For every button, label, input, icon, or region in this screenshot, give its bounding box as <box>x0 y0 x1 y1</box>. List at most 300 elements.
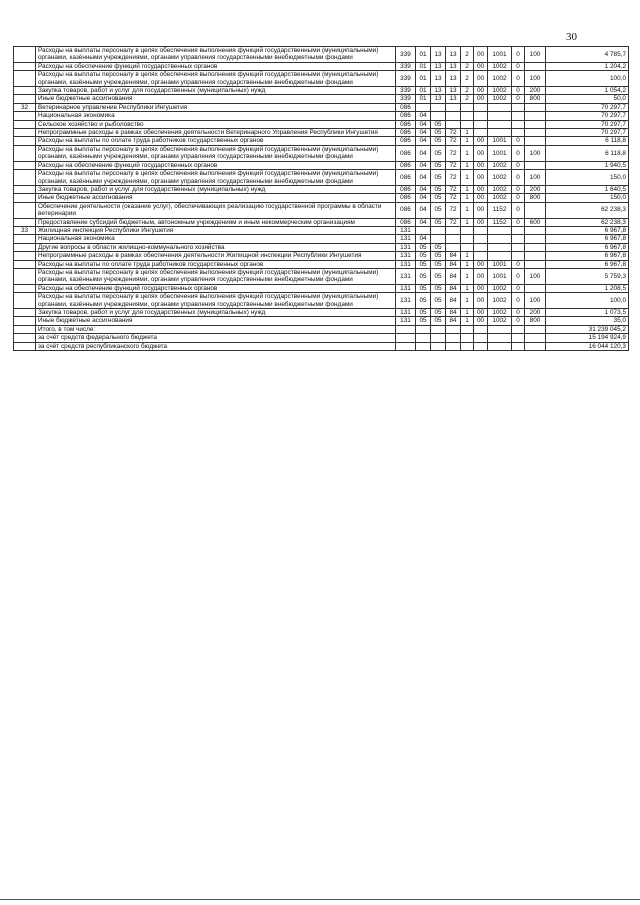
direction-code-cell: 1002 <box>488 62 512 70</box>
extra-code-cell: 0 <box>512 145 525 161</box>
item-name-cell: Иные бюджетные ассигнования <box>36 194 396 202</box>
event-code-cell <box>474 226 488 234</box>
division-code-cell: 01 <box>416 71 431 87</box>
expense-type-cell: 800 <box>525 95 546 103</box>
item-name-cell: Национальная экономика <box>36 112 396 120</box>
amount-cell: 1 940,5 <box>546 161 629 169</box>
subdivision-code-cell: 05 <box>431 284 446 292</box>
subdivision-code-cell: 05 <box>431 293 446 309</box>
subprogram-code-cell <box>461 103 474 111</box>
section-number-cell <box>14 293 36 309</box>
program-code-cell <box>446 120 461 128</box>
direction-code-cell: 1002 <box>488 194 512 202</box>
program-code-cell: 72 <box>446 170 461 186</box>
subdivision-code-cell <box>431 103 446 111</box>
division-code-cell <box>416 325 431 333</box>
section-number-cell <box>14 243 36 251</box>
ministry-code-cell <box>396 342 416 350</box>
ministry-code-cell: 086 <box>396 129 416 137</box>
ministry-code-cell <box>396 334 416 342</box>
division-code-cell: 04 <box>416 218 431 226</box>
division-code-cell: 04 <box>416 112 431 120</box>
table-row <box>14 120 629 128</box>
section-number-cell <box>14 120 36 128</box>
amount-cell: 31 239 045,2 <box>546 325 629 333</box>
event-code-cell: 00 <box>474 268 488 284</box>
extra-code-cell <box>512 252 525 260</box>
program-code-cell: 84 <box>446 260 461 268</box>
subprogram-code-cell: 1 <box>461 137 474 145</box>
amount-cell: 150,0 <box>546 194 629 202</box>
extra-code-cell: 0 <box>512 62 525 70</box>
expense-type-cell <box>525 260 546 268</box>
amount-cell: 35,0 <box>546 317 629 325</box>
extra-code-cell: 0 <box>512 71 525 87</box>
amount-cell: 1 640,5 <box>546 185 629 193</box>
item-name-cell: Закупка товаров, работ и услуг для государственных (муниципальных) нужд <box>36 309 396 317</box>
program-code-cell: 72 <box>446 202 461 218</box>
direction-code-cell: 1152 <box>488 202 512 218</box>
program-code-cell: 84 <box>446 252 461 260</box>
subdivision-code-cell <box>431 112 446 120</box>
ministry-code-cell: 131 <box>396 235 416 243</box>
table-row <box>14 103 629 111</box>
section-number-cell <box>14 325 36 333</box>
division-code-cell: 05 <box>416 284 431 292</box>
extra-code-cell <box>512 334 525 342</box>
section-number-cell <box>14 145 36 161</box>
event-code-cell <box>474 243 488 251</box>
subdivision-code-cell: 05 <box>431 317 446 325</box>
ministry-code-cell: 131 <box>396 252 416 260</box>
subdivision-code-cell: 13 <box>431 95 446 103</box>
direction-code-cell: 1002 <box>488 293 512 309</box>
amount-cell: 6 967,8 <box>546 252 629 260</box>
item-name-cell: Закупка товаров, работ и услуг для государственных (муниципальных) нужд <box>36 87 396 95</box>
division-code-cell: 04 <box>416 137 431 145</box>
extra-code-cell: 0 <box>512 293 525 309</box>
subprogram-code-cell: 1 <box>461 260 474 268</box>
section-number-cell <box>14 202 36 218</box>
division-code-cell: 05 <box>416 309 431 317</box>
event-code-cell: 00 <box>474 87 488 95</box>
extra-code-cell: 0 <box>512 185 525 193</box>
table-row <box>14 145 629 161</box>
program-code-cell <box>446 243 461 251</box>
section-number-cell <box>14 129 36 137</box>
direction-code-cell <box>488 342 512 350</box>
amount-cell: 6 967,8 <box>546 260 629 268</box>
amount-cell: 62 238,3 <box>546 202 629 218</box>
amount-cell: 70 297,7 <box>546 112 629 120</box>
program-code-cell <box>446 112 461 120</box>
expense-type-cell <box>525 112 546 120</box>
section-number-cell <box>14 268 36 284</box>
expense-type-cell <box>525 161 546 169</box>
amount-cell: 50,0 <box>546 95 629 103</box>
page-number: 30 <box>566 31 577 43</box>
table-row <box>14 235 629 243</box>
division-code-cell: 04 <box>416 235 431 243</box>
expense-type-cell <box>525 325 546 333</box>
ministry-code-cell: 131 <box>396 226 416 234</box>
program-code-cell <box>446 342 461 350</box>
table-row <box>14 284 629 292</box>
division-code-cell: 04 <box>416 145 431 161</box>
program-code-cell <box>446 226 461 234</box>
extra-code-cell: 0 <box>512 260 525 268</box>
direction-code-cell: 1001 <box>488 137 512 145</box>
subdivision-code-cell <box>431 226 446 234</box>
expense-type-cell: 100 <box>525 145 546 161</box>
program-code-cell: 13 <box>446 87 461 95</box>
subdivision-code-cell: 13 <box>431 62 446 70</box>
table-row <box>14 218 629 226</box>
item-name-cell: Расходы на обеспечение функций государственных органов <box>36 161 396 169</box>
ministry-code-cell: 086 <box>396 218 416 226</box>
direction-code-cell: 1002 <box>488 161 512 169</box>
extra-code-cell: 0 <box>512 202 525 218</box>
program-code-cell <box>446 235 461 243</box>
subprogram-code-cell: 2 <box>461 62 474 70</box>
table-row <box>14 309 629 317</box>
amount-cell: 6 967,8 <box>546 226 629 234</box>
direction-code-cell <box>488 252 512 260</box>
event-code-cell <box>474 120 488 128</box>
section-number-cell: 33 <box>14 226 36 234</box>
subdivision-code-cell: 05 <box>431 252 446 260</box>
budget-table <box>13 46 629 351</box>
event-code-cell: 00 <box>474 170 488 186</box>
subprogram-code-cell <box>461 112 474 120</box>
section-number-cell <box>14 161 36 169</box>
extra-code-cell <box>512 325 525 333</box>
ministry-code-cell: 131 <box>396 309 416 317</box>
table-row <box>14 293 629 309</box>
program-code-cell: 13 <box>446 47 461 63</box>
scan-edge-line <box>0 899 640 900</box>
amount-cell: 1 208,5 <box>546 284 629 292</box>
extra-code-cell: 0 <box>512 95 525 103</box>
amount-cell: 70 297,7 <box>546 129 629 137</box>
expense-type-cell <box>525 334 546 342</box>
amount-cell: 16 044 120,3 <box>546 342 629 350</box>
extra-code-cell: 0 <box>512 268 525 284</box>
ministry-code-cell: 086 <box>396 137 416 145</box>
table-row <box>14 112 629 120</box>
table-row <box>14 62 629 70</box>
item-name-cell: за счёт средств республиканского бюджета <box>36 342 396 350</box>
program-code-cell: 72 <box>446 194 461 202</box>
extra-code-cell: 0 <box>512 161 525 169</box>
subdivision-code-cell: 05 <box>431 170 446 186</box>
section-number-cell <box>14 47 36 63</box>
direction-code-cell: 1002 <box>488 317 512 325</box>
expense-type-cell: 600 <box>525 218 546 226</box>
item-name-cell: Расходы на выплаты по оплате труда работников государственных органов <box>36 260 396 268</box>
subdivision-code-cell <box>431 334 446 342</box>
section-number-cell <box>14 170 36 186</box>
amount-cell: 70 297,7 <box>546 120 629 128</box>
table-row <box>14 161 629 169</box>
item-name-cell: Непрограммные расходы в рамках обеспечения деятельности Жилищной инспекции Республики Ингушетия <box>36 252 396 260</box>
direction-code-cell: 1002 <box>488 87 512 95</box>
program-code-cell: 13 <box>446 71 461 87</box>
subprogram-code-cell: 1 <box>461 268 474 284</box>
program-code-cell: 84 <box>446 309 461 317</box>
amount-cell: 1 204,2 <box>546 62 629 70</box>
section-number-cell <box>14 235 36 243</box>
subdivision-code-cell: 05 <box>431 161 446 169</box>
item-name-cell: Национальная экономика <box>36 235 396 243</box>
subprogram-code-cell: 1 <box>461 284 474 292</box>
table-row <box>14 129 629 137</box>
program-code-cell: 84 <box>446 293 461 309</box>
section-number-cell <box>14 87 36 95</box>
event-code-cell <box>474 252 488 260</box>
subprogram-code-cell: 1 <box>461 129 474 137</box>
event-code-cell: 00 <box>474 137 488 145</box>
event-code-cell: 00 <box>474 62 488 70</box>
amount-cell: 5 759,3 <box>546 268 629 284</box>
subdivision-code-cell: 05 <box>431 218 446 226</box>
ministry-code-cell: 131 <box>396 260 416 268</box>
direction-code-cell <box>488 112 512 120</box>
event-code-cell: 00 <box>474 71 488 87</box>
subprogram-code-cell: 1 <box>461 218 474 226</box>
extra-code-cell <box>512 226 525 234</box>
subdivision-code-cell: 05 <box>431 120 446 128</box>
section-number-cell <box>14 194 36 202</box>
expense-type-cell: 100 <box>525 170 546 186</box>
subdivision-code-cell <box>431 325 446 333</box>
subdivision-code-cell: 05 <box>431 202 446 218</box>
item-name-cell: Сельское хозяйство и рыболовство <box>36 120 396 128</box>
table-row <box>14 325 629 333</box>
item-name-cell: Расходы на выплаты персоналу в целях обеспечения выполнения функций государственными (муниципальными) органами, казёнными учреждениями, органами управления государственными внебюджетными фондами <box>36 170 396 186</box>
item-name-cell: Расходы на выплаты по оплате труда работников государственных органов <box>36 137 396 145</box>
ministry-code-cell: 086 <box>396 103 416 111</box>
event-code-cell: 00 <box>474 284 488 292</box>
direction-code-cell: 1002 <box>488 309 512 317</box>
event-code-cell <box>474 112 488 120</box>
item-name-cell: Расходы на выплаты персоналу в целях обеспечения выполнения функций государственными (муниципальными) органами, казёнными учреждениями, органами управления государственными внебюджетными фондами <box>36 71 396 87</box>
expense-type-cell <box>525 284 546 292</box>
expense-type-cell <box>525 235 546 243</box>
section-number-cell <box>14 260 36 268</box>
item-name-cell: Закупка товаров, работ и услуг для государственных (муниципальных) нужд <box>36 185 396 193</box>
direction-code-cell: 1002 <box>488 170 512 186</box>
direction-code-cell: 1002 <box>488 284 512 292</box>
expense-type-cell: 100 <box>525 268 546 284</box>
subprogram-code-cell: 2 <box>461 87 474 95</box>
extra-code-cell <box>512 235 525 243</box>
table-row <box>14 243 629 251</box>
amount-cell: 6 967,8 <box>546 243 629 251</box>
division-code-cell: 05 <box>416 260 431 268</box>
subprogram-code-cell <box>461 325 474 333</box>
division-code-cell: 04 <box>416 120 431 128</box>
extra-code-cell: 0 <box>512 87 525 95</box>
section-number-cell <box>14 342 36 350</box>
division-code-cell: 04 <box>416 170 431 186</box>
ministry-code-cell: 086 <box>396 120 416 128</box>
event-code-cell <box>474 325 488 333</box>
section-number-cell <box>14 252 36 260</box>
extra-code-cell: 0 <box>512 194 525 202</box>
program-code-cell <box>446 325 461 333</box>
division-code-cell: 05 <box>416 317 431 325</box>
event-code-cell <box>474 235 488 243</box>
expense-type-cell: 100 <box>525 293 546 309</box>
amount-cell: 1 054,2 <box>546 87 629 95</box>
division-code-cell: 01 <box>416 47 431 63</box>
event-code-cell: 00 <box>474 185 488 193</box>
program-code-cell: 84 <box>446 284 461 292</box>
extra-code-cell: 0 <box>512 317 525 325</box>
amount-cell: 70 297,7 <box>546 103 629 111</box>
direction-code-cell <box>488 129 512 137</box>
division-code-cell: 05 <box>416 268 431 284</box>
subdivision-code-cell: 13 <box>431 87 446 95</box>
ministry-code-cell: 086 <box>396 145 416 161</box>
division-code-cell <box>416 103 431 111</box>
division-code-cell: 05 <box>416 252 431 260</box>
amount-cell: 6 967,8 <box>546 235 629 243</box>
expense-type-cell: 100 <box>525 71 546 87</box>
amount-cell: 6 118,8 <box>546 137 629 145</box>
event-code-cell: 00 <box>474 260 488 268</box>
item-name-cell: Итого, в том числе: <box>36 325 396 333</box>
ministry-code-cell: 339 <box>396 71 416 87</box>
extra-code-cell: 0 <box>512 170 525 186</box>
division-code-cell: 04 <box>416 129 431 137</box>
extra-code-cell <box>512 243 525 251</box>
extra-code-cell: 0 <box>512 309 525 317</box>
division-code-cell: 01 <box>416 62 431 70</box>
table-row <box>14 226 629 234</box>
amount-cell: 15 194 924,9 <box>546 334 629 342</box>
table-row <box>14 137 629 145</box>
direction-code-cell: 1152 <box>488 218 512 226</box>
subprogram-code-cell: 2 <box>461 47 474 63</box>
section-number-cell <box>14 284 36 292</box>
expense-type-cell <box>525 226 546 234</box>
direction-code-cell <box>488 226 512 234</box>
amount-cell: 4 785,7 <box>546 47 629 63</box>
subdivision-code-cell: 05 <box>431 194 446 202</box>
ministry-code-cell: 339 <box>396 62 416 70</box>
item-name-cell: Непрограммные расходы в рамках обеспечения деятельности Ветеринарного Управления Республики Ингушетия <box>36 129 396 137</box>
section-number-cell <box>14 309 36 317</box>
table-row <box>14 170 629 186</box>
subprogram-code-cell <box>461 334 474 342</box>
extra-code-cell <box>512 342 525 350</box>
table-row <box>14 342 629 350</box>
item-name-cell: Расходы на обеспечение функций государственных органов <box>36 62 396 70</box>
event-code-cell: 00 <box>474 145 488 161</box>
direction-code-cell <box>488 120 512 128</box>
event-code-cell: 00 <box>474 218 488 226</box>
program-code-cell: 72 <box>446 129 461 137</box>
item-name-cell: Другие вопросы в области жилищно-коммунального хозяйства <box>36 243 396 251</box>
subdivision-code-cell <box>431 342 446 350</box>
table-row <box>14 268 629 284</box>
subprogram-code-cell: 2 <box>461 71 474 87</box>
subprogram-code-cell: 1 <box>461 293 474 309</box>
ministry-code-cell: 131 <box>396 317 416 325</box>
division-code-cell <box>416 226 431 234</box>
subdivision-code-cell: 05 <box>431 145 446 161</box>
item-name-cell: Расходы на обеспечение функций государственных органов <box>36 284 396 292</box>
item-name-cell: Обеспечение деятельности (оказание услуг), обеспечивающих реализацию государственной программы в области ветеринарии <box>36 202 396 218</box>
amount-cell: 6 118,8 <box>546 145 629 161</box>
program-code-cell: 84 <box>446 317 461 325</box>
section-number-cell <box>14 71 36 87</box>
expense-type-cell <box>525 129 546 137</box>
subdivision-code-cell: 13 <box>431 71 446 87</box>
event-code-cell: 00 <box>474 47 488 63</box>
ministry-code-cell: 339 <box>396 87 416 95</box>
subprogram-code-cell: 1 <box>461 161 474 169</box>
ministry-code-cell: 131 <box>396 243 416 251</box>
program-code-cell: 72 <box>446 145 461 161</box>
event-code-cell <box>474 129 488 137</box>
division-code-cell: 04 <box>416 185 431 193</box>
extra-code-cell <box>512 120 525 128</box>
section-number-cell <box>14 218 36 226</box>
direction-code-cell: 1002 <box>488 185 512 193</box>
program-code-cell: 13 <box>446 95 461 103</box>
event-code-cell <box>474 342 488 350</box>
program-code-cell: 72 <box>446 161 461 169</box>
subprogram-code-cell: 1 <box>461 252 474 260</box>
division-code-cell <box>416 334 431 342</box>
subprogram-code-cell: 1 <box>461 309 474 317</box>
program-code-cell <box>446 103 461 111</box>
subdivision-code-cell: 13 <box>431 47 446 63</box>
division-code-cell: 04 <box>416 202 431 218</box>
expense-type-cell <box>525 103 546 111</box>
ministry-code-cell: 339 <box>396 47 416 63</box>
direction-code-cell <box>488 103 512 111</box>
division-code-cell: 05 <box>416 293 431 309</box>
amount-cell: 150,0 <box>546 170 629 186</box>
ministry-code-cell: 086 <box>396 170 416 186</box>
subprogram-code-cell <box>461 342 474 350</box>
subdivision-code-cell: 05 <box>431 260 446 268</box>
table-row <box>14 252 629 260</box>
subprogram-code-cell: 1 <box>461 170 474 186</box>
program-code-cell: 72 <box>446 218 461 226</box>
ministry-code-cell: 086 <box>396 112 416 120</box>
item-name-cell: Предоставление субсидий бюджетным, автономным учреждениям и иным некоммерческим организациям <box>36 218 396 226</box>
expense-type-cell <box>525 120 546 128</box>
subdivision-code-cell: 05 <box>431 137 446 145</box>
expense-type-cell <box>525 243 546 251</box>
event-code-cell: 00 <box>474 293 488 309</box>
event-code-cell <box>474 103 488 111</box>
item-name-cell: Расходы на выплаты персоналу в целях обеспечения выполнения функций государственными (муниципальными) органами, казёнными учреждениями, органами управления государственными внебюджетными фондами <box>36 145 396 161</box>
program-code-cell: 13 <box>446 62 461 70</box>
program-code-cell: 72 <box>446 137 461 145</box>
extra-code-cell <box>512 112 525 120</box>
expense-type-cell <box>525 137 546 145</box>
subprogram-code-cell <box>461 120 474 128</box>
division-code-cell: 05 <box>416 243 431 251</box>
subprogram-code-cell <box>461 226 474 234</box>
division-code-cell: 04 <box>416 161 431 169</box>
